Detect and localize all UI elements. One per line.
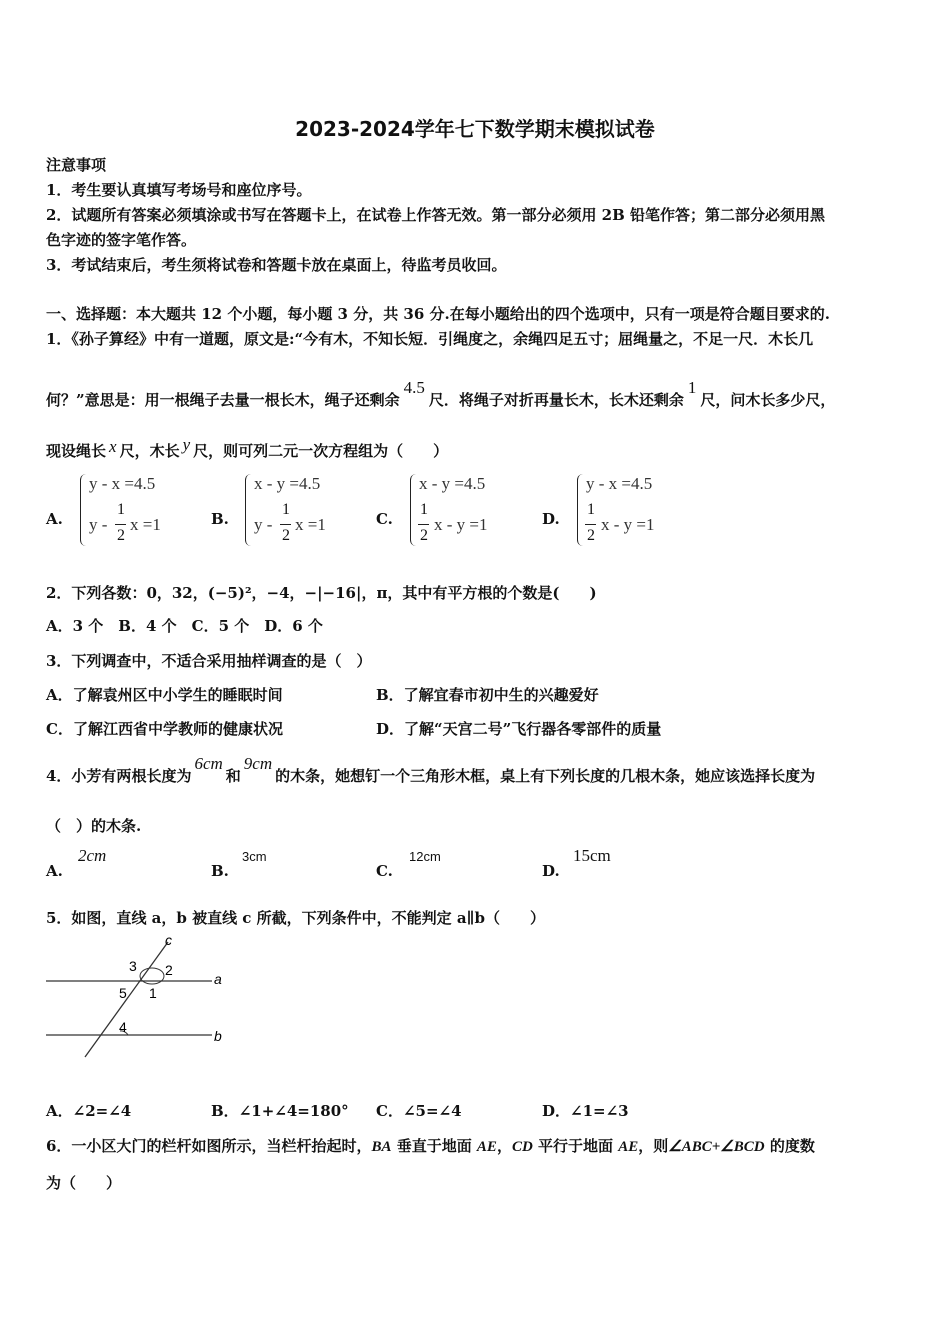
brace bbox=[80, 474, 87, 546]
label-2: 2 bbox=[165, 962, 173, 978]
q1-line3-c: 尺，则可列二元一次方程组为（ ） bbox=[193, 442, 449, 460]
notice-item-3: 3．考试结束后，考生须将试卷和答题卡放在桌面上，待监考员收回。 bbox=[46, 256, 507, 274]
q3-option-c[interactable]: C．了解江西省中学教师的健康状况 bbox=[46, 720, 283, 738]
q1-option-b-frac-num: 1 bbox=[282, 501, 290, 518]
notice-item-2: 2．试题所有答案必须填涂或书写在答题卡上，在试卷上作答无效。第一部分必须用 2B 铅笔作答；第二部分必须用黑 bbox=[46, 206, 826, 224]
q6-t3: 平行于地面 bbox=[532, 1137, 619, 1155]
q6-ba: BA bbox=[371, 1139, 392, 1155]
q5-option-a-text: ∠2=∠4 bbox=[72, 1102, 132, 1120]
q1-value-1: 1 bbox=[687, 378, 697, 397]
q1-var-y: y bbox=[182, 435, 191, 454]
q4-option-a-label[interactable]: A. bbox=[46, 862, 63, 880]
q1-option-b-eq1: x - y =4.5 bbox=[254, 474, 321, 493]
q4-stem-post: 的木条，她想钉一个三角形木框，桌上有下列长度的几根木条，她应该选择长度为 bbox=[275, 767, 816, 785]
q1-option-c-eq2-post: x - y =1 bbox=[434, 515, 488, 534]
label-1: 1 bbox=[149, 985, 157, 1001]
q5-option-d-label: D． bbox=[542, 1102, 571, 1120]
page-title: 2023-2024学年七下数学期末模拟试卷 bbox=[295, 117, 655, 141]
section-heading: 一、选择题：本大题共 12 个小题，每小题 3 分，共 36 分.在每小题给出的四个选项中，只有一项是符合题目要求的. bbox=[46, 305, 830, 323]
q3-option-b[interactable]: B．了解宜春市初中生的兴趣爱好 bbox=[376, 686, 599, 704]
fraction-bar bbox=[280, 524, 291, 525]
q1-option-a-eq1: y - x =4.5 bbox=[89, 474, 156, 493]
q5-option-a-label: A． bbox=[46, 1102, 73, 1120]
q1-line3-b: 尺，木长 bbox=[119, 442, 180, 460]
q1-option-b-label: B. bbox=[211, 510, 229, 528]
parallel-lines-figure bbox=[40, 930, 240, 1060]
q4-option-d-label[interactable]: D. bbox=[542, 862, 560, 880]
q1-option-d-frac-num: 1 bbox=[587, 501, 595, 518]
fraction-bar bbox=[115, 524, 126, 525]
q2-options[interactable]: A．3 个 B．4 个 C．5 个 D．6 个 bbox=[46, 617, 323, 635]
q6-ae-1: AE bbox=[476, 1139, 497, 1155]
label-c: c bbox=[165, 932, 172, 948]
q1-value-4-5: 4.5 bbox=[403, 378, 425, 397]
q5-option-a[interactable] bbox=[46, 1100, 131, 1121]
q5-option-c-label: C． bbox=[376, 1102, 403, 1120]
q1-line2-c: 尺，问木长多少尺， bbox=[700, 391, 836, 409]
q4-option-b-label[interactable]: B. bbox=[211, 862, 229, 880]
q4-stem-mid: 和 bbox=[225, 767, 241, 785]
q5-option-d[interactable] bbox=[542, 1100, 629, 1121]
q1-option-d-eq2-post: x - y =1 bbox=[601, 515, 655, 534]
q5-stem: 5．如图，直线 a，b 被直线 c 所截，下列条件中，不能判定 a∥b（ ） bbox=[46, 909, 546, 927]
q1-option-c-eq1: x - y =4.5 bbox=[419, 474, 486, 493]
q1-option-a-frac-num: 1 bbox=[117, 501, 125, 518]
label-5: 5 bbox=[119, 985, 127, 1001]
fraction-bar bbox=[585, 524, 596, 525]
q6-angles: ∠ABC+∠BCD bbox=[668, 1139, 765, 1155]
q1-line3 bbox=[46, 435, 449, 461]
q4-length-6cm: 6cm bbox=[194, 754, 223, 773]
notice-item-1: 1．考生要认真填写考场号和座位序号。 bbox=[46, 181, 312, 199]
q1-line2 bbox=[46, 378, 836, 410]
q1-option-d-frac-den: 2 bbox=[587, 527, 595, 544]
q5-option-b-text: ∠1+∠4=180° bbox=[238, 1102, 349, 1120]
q1-option-a-eq2-post: x =1 bbox=[130, 515, 161, 534]
q4-stem bbox=[46, 754, 816, 786]
brace bbox=[577, 474, 584, 546]
q1-option-a-frac-den: 2 bbox=[117, 527, 125, 544]
brace bbox=[245, 474, 252, 546]
q1-option-c-frac-num: 1 bbox=[420, 501, 428, 518]
fraction-bar bbox=[418, 524, 429, 525]
brace bbox=[410, 474, 417, 546]
q1-option-d-label: D. bbox=[542, 510, 560, 528]
q1-option-b-eq2-post: x =1 bbox=[295, 515, 326, 534]
q3-stem: 3．下列调查中，不适合采用抽样调查的是（ ） bbox=[46, 652, 372, 670]
q4-stem-line2: （ ）的木条. bbox=[46, 817, 142, 835]
q6-t1: 垂直于地面 bbox=[391, 1137, 477, 1155]
q1-line2-b: 尺．将绳子对折再量长木，长木还剩余 bbox=[428, 391, 684, 409]
q1-line1: 1．《孙子算经》中有一道题，原文是:“今有木，不知长短．引绳度之，余绳四足五寸；屈绳量之，不足一尺．木长几 bbox=[46, 330, 814, 348]
q1-option-b-frac-den: 2 bbox=[282, 527, 290, 544]
q1-var-x: x bbox=[109, 437, 117, 456]
q6-cd: CD bbox=[511, 1139, 533, 1155]
q1-option-c-label: C. bbox=[376, 510, 393, 528]
q5-option-c-text: ∠5=∠4 bbox=[402, 1102, 462, 1120]
q1-option-b-eq2-pre: y - bbox=[254, 515, 273, 534]
q5-option-d-text: ∠1=∠3 bbox=[570, 1102, 629, 1120]
label-b: b bbox=[214, 1028, 222, 1044]
q6-t2: ， bbox=[496, 1137, 512, 1155]
q3-option-a[interactable]: A．了解袁州区中小学生的睡眠时间 bbox=[46, 686, 283, 704]
q4-stem-pre: 4．小芳有两根长度为 bbox=[46, 767, 192, 785]
label-3: 3 bbox=[129, 958, 137, 974]
q3-option-d[interactable]: D．了解“天宫二号”飞行器各零部件的质量 bbox=[376, 720, 662, 738]
q4-length-9cm: 9cm bbox=[243, 754, 273, 773]
q4-option-a-value[interactable]: 2cm bbox=[78, 846, 107, 865]
notice-item-2-cont: 色字迹的签字笔作答。 bbox=[46, 231, 197, 249]
q6-stem-line2: 为（ ） bbox=[46, 1174, 122, 1192]
q5-option-b-label: B． bbox=[211, 1102, 239, 1120]
label-4: 4 bbox=[119, 1019, 127, 1035]
q1-option-d-eq1: y - x =4.5 bbox=[586, 474, 653, 493]
q6-t5: 的度数 bbox=[764, 1137, 815, 1155]
q1-option-c-frac-den: 2 bbox=[420, 527, 428, 544]
q6-stem bbox=[46, 1135, 815, 1156]
q5-option-c[interactable] bbox=[376, 1100, 462, 1121]
q1-option-a-label: A. bbox=[46, 510, 63, 528]
q6-ae-2: AE bbox=[618, 1139, 639, 1155]
q1-option-a-eq2-pre: y - bbox=[89, 515, 108, 534]
q5-option-b[interactable] bbox=[211, 1100, 349, 1121]
q6-pre: 6．一小区大门的栏杆如图所示，当栏杆抬起时， bbox=[46, 1137, 372, 1155]
q1-line3-a: 现设绳长 bbox=[46, 442, 107, 460]
q2-stem: 2．下列各数：0，32，(−5)²，−4，−|−16|，π，其中有平方根的个数是( ) bbox=[46, 584, 597, 602]
q4-option-b-value[interactable]: 3cm bbox=[242, 849, 267, 864]
q4-option-c-value[interactable]: 12cm bbox=[409, 849, 441, 864]
q6-t4: ，则 bbox=[638, 1137, 669, 1155]
q4-option-c-label[interactable]: C. bbox=[376, 862, 393, 880]
notice-heading: 注意事项 bbox=[46, 156, 107, 174]
q4-option-d-value[interactable]: 15cm bbox=[573, 846, 611, 865]
q1-line2-a: 何？”意思是：用一根绳子去量一根长木，绳子还剩余 bbox=[46, 391, 400, 409]
label-a: a bbox=[214, 971, 222, 987]
